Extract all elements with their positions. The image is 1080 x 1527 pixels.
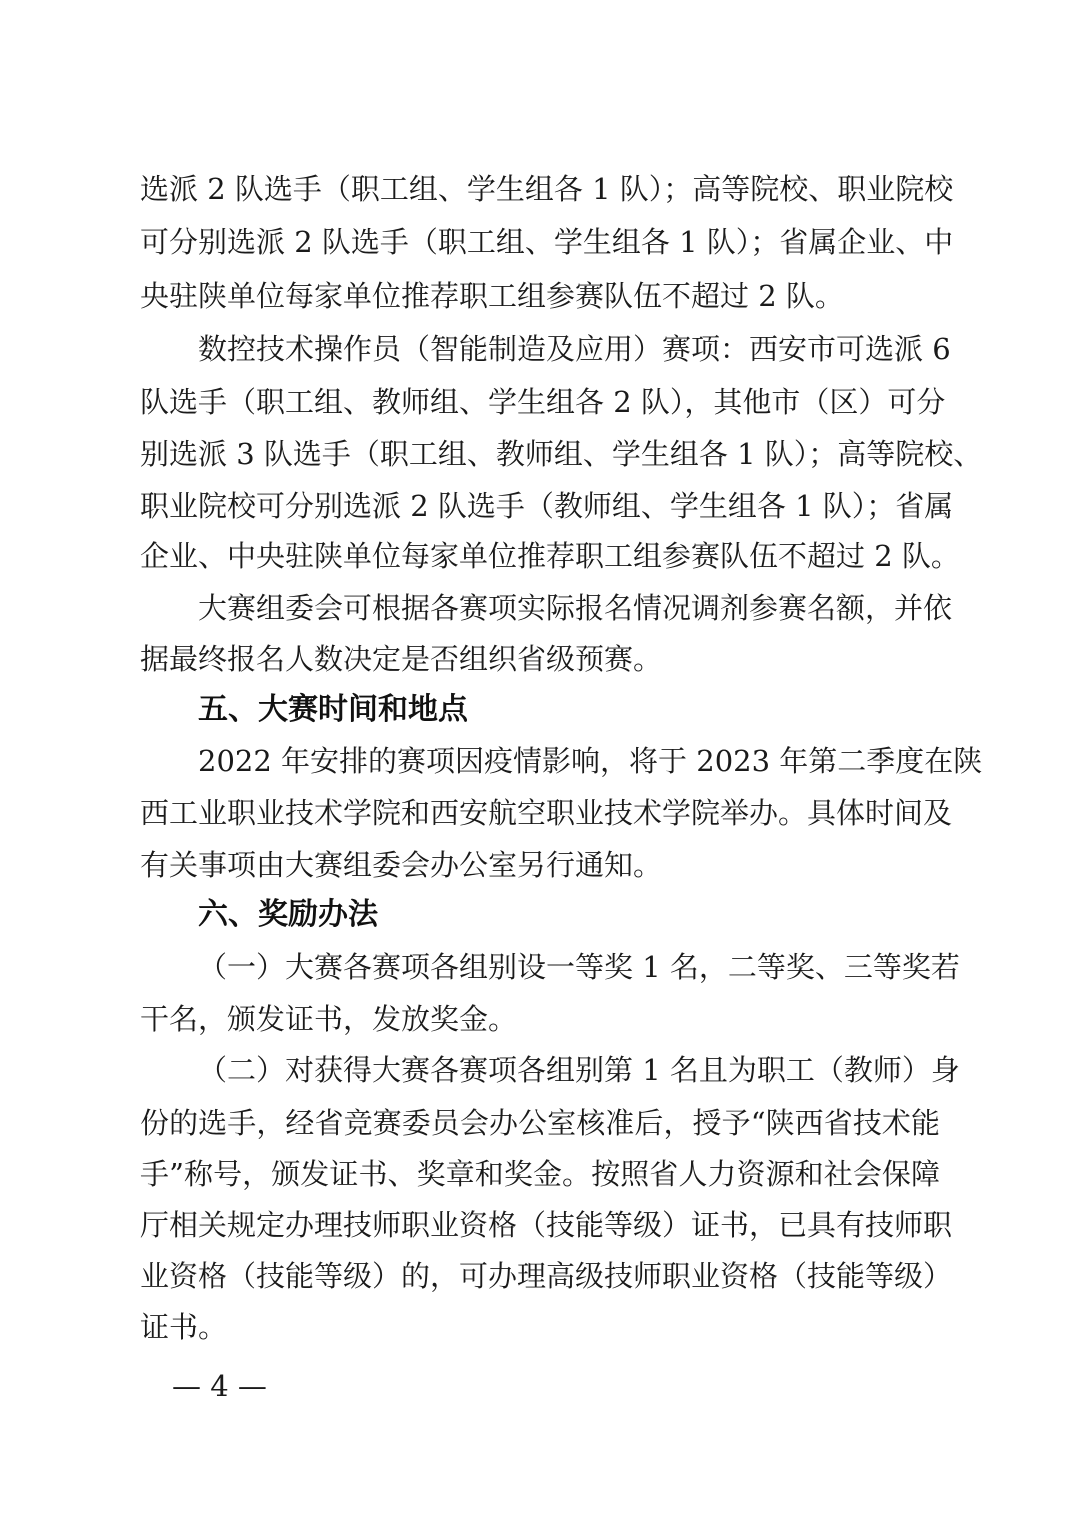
paragraph-line: 西工业职业技术学院和西安航空职业技术学院举办。具体时间及 <box>140 796 953 830</box>
paragraph-line: 据最终报名人数决定是否组织省级预赛。 <box>140 642 663 676</box>
paragraph-line: 业资格（技能等级）的，可办理高级技师职业资格（技能等级） <box>140 1259 953 1293</box>
paragraph-line: （一）大赛各赛项各组别设一等奖 1 名，二等奖、三等奖若 <box>198 950 960 984</box>
paragraph-line: 2022 年安排的赛项因疫情影响，将于 2023 年第二季度在陕 <box>198 744 983 778</box>
paragraph-line: 份的选手，经省竞赛委员会办公室核准后，授予“陕西省技术能 <box>140 1106 940 1140</box>
paragraph-line: 企业、中央驻陕单位每家单位推荐职工组参赛队伍不超过 2 队。 <box>140 539 960 573</box>
page-number: — 4 — <box>172 1369 267 1403</box>
paragraph-line: （二）对获得大赛各赛项各组别第 1 名且为职工（教师）身 <box>198 1053 960 1087</box>
paragraph-line: 可分别选派 2 队选手（职工组、学生组各 1 队）；省属企业、中 <box>140 225 954 259</box>
paragraph-line: 大赛组委会可根据各赛项实际报名情况调剂参赛名额，并依 <box>198 591 953 625</box>
paragraph-line: 央驻陕单位每家单位推荐职工组参赛队伍不超过 2 队。 <box>140 279 844 313</box>
paragraph-line: 有关事项由大赛组委会办公室另行通知。 <box>140 848 663 882</box>
paragraph-line: 干名，颁发证书，发放奖金。 <box>140 1002 518 1036</box>
section-heading: 五、大赛时间和地点 <box>198 692 468 727</box>
paragraph-line: 厅相关规定办理技师职业资格（技能等级）证书，已具有技师职 <box>140 1208 953 1242</box>
paragraph-line: 手”称号，颁发证书、奖章和奖金。按照省人力资源和社会保障 <box>140 1157 940 1191</box>
paragraph-line: 队选手（职工组、教师组、学生组各 2 队），其他市（区）可分 <box>140 385 946 419</box>
section-heading: 六、奖励办法 <box>198 897 378 932</box>
paragraph-line: 证书。 <box>140 1310 228 1344</box>
paragraph-line: 选派 2 队选手（职工组、学生组各 1 队）；高等院校、职业院校 <box>140 172 954 206</box>
paragraph-line: 数控技术操作员（智能制造及应用）赛项：西安市可选派 6 <box>198 332 951 366</box>
paragraph-line: 别选派 3 队选手（职工组、教师组、学生组各 1 队）；高等院校、 <box>140 437 983 471</box>
paragraph-line: 职业院校可分别选派 2 队选手（教师组、学生组各 1 队）；省属 <box>140 489 954 523</box>
